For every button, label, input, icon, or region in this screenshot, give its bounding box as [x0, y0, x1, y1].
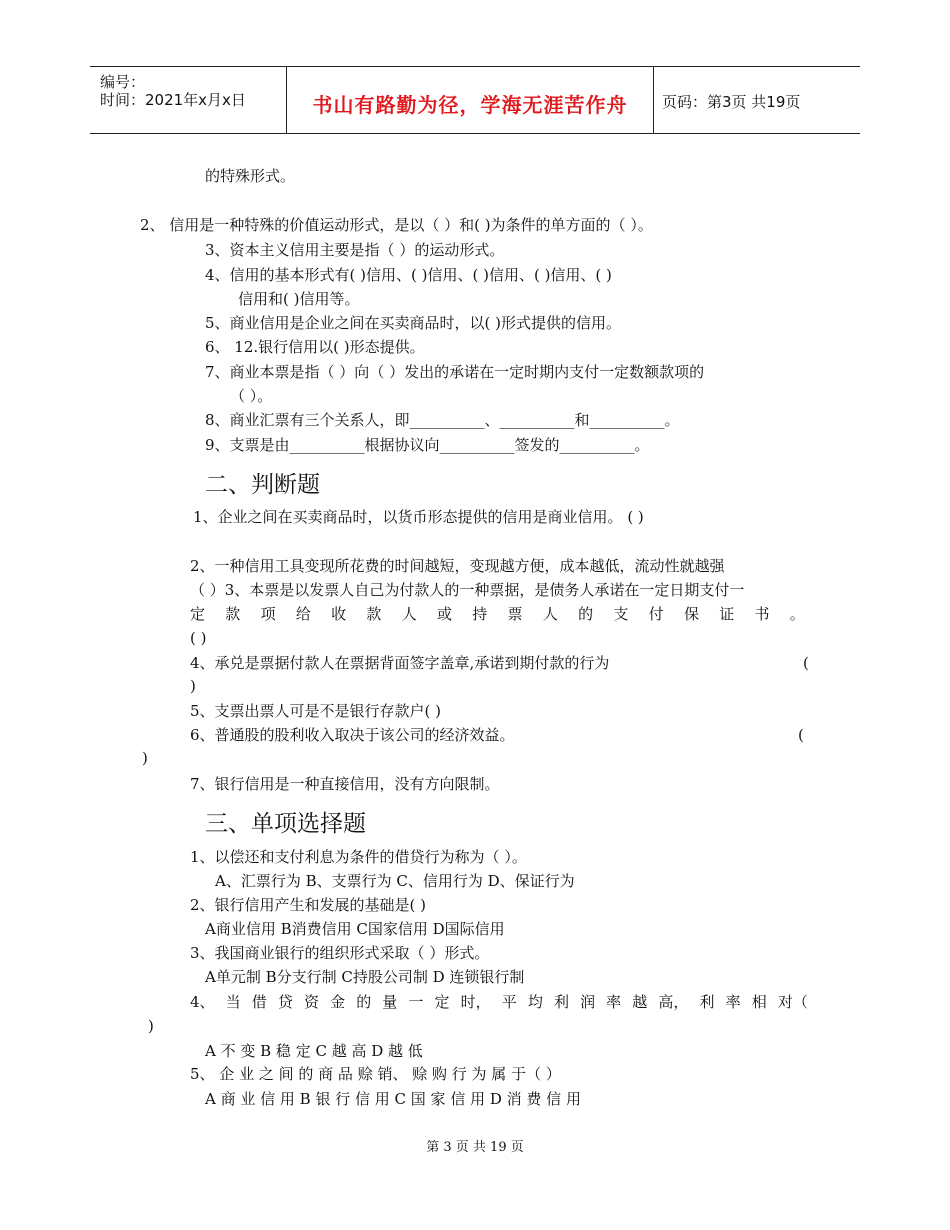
question-line: 3、资本主义信用主要是指（ ）的运动形式。	[205, 241, 505, 259]
motto-text: 书山有路勤为径，学海无涯苦作舟	[312, 93, 628, 117]
choice-options: A、汇票行为 B、支票行为 C、信用行为 D、保证行为	[215, 872, 575, 890]
choice-options: A 商 业 信 用 B 银 行 信 用 C 国 家 信 用 D 消 费 信 用	[205, 1090, 581, 1108]
justified-char: 对（	[777, 993, 808, 1011]
page-footer: 第 3 页 共 19 页	[426, 1140, 524, 1155]
justified-line	[190, 604, 805, 624]
justified-char: 或	[436, 605, 452, 623]
justified-char: 定	[434, 993, 450, 1011]
question-line: 的特殊形式。	[205, 167, 296, 185]
justified-char: 润	[580, 993, 596, 1011]
justified-char: 持	[472, 605, 488, 623]
justified-char: 量	[382, 993, 398, 1011]
judge-item-bracket: (	[803, 654, 809, 672]
choice-options: A 不 变 B 稳 定 C 越 高 D 越 低	[205, 1042, 423, 1060]
justified-char: 。	[789, 605, 805, 623]
question-line: 7、商业本票是指（ ）向（ ）发出的承诺在一定时期内支付一定数额款项的	[205, 363, 705, 381]
judge-item: （ ）3、本票是以发票人自己为付款人的一种票据，是债务人承诺在一定日期支付一	[190, 581, 745, 599]
judge-item: 2、一种信用工具变现所花费的时间越短，变现越方便，成本越低，流动性就越强	[190, 557, 725, 575]
judge-item: 6、普通股的股利收入取决于该公司的经济效益。	[190, 726, 515, 744]
justified-char: 定	[190, 605, 206, 623]
justified-char: 书	[754, 605, 770, 623]
question-line: （ ）。	[230, 387, 273, 405]
document-header	[90, 66, 860, 134]
header-motto-cell	[287, 67, 654, 133]
question-line: 信用和( )信用等。	[238, 290, 360, 308]
justified-char: 证	[719, 605, 735, 623]
justified-char: 人	[542, 605, 558, 623]
judge-item: 7、银行信用是一种直接信用，没有方向限制。	[190, 775, 500, 793]
justified-char: 项	[260, 605, 276, 623]
section-heading-choice: 三、单项选择题	[205, 811, 366, 837]
justified-char: 支	[613, 605, 629, 623]
question-line: 4、信用的基本形式有( )信用、( )信用、( )信用、( )信用、( )	[205, 266, 612, 284]
justified-char: 率	[725, 993, 741, 1011]
document-number-label: 编号：	[100, 73, 146, 91]
justified-char: 4、	[190, 993, 215, 1011]
justified-char: 借	[251, 993, 267, 1011]
justified-char: 给	[295, 605, 311, 623]
justified-char: 款	[225, 605, 241, 623]
justified-char: 款	[366, 605, 382, 623]
judge-item: 4、承兑是票据付款人在票据背面签字盖章,承诺到期付款的行为	[190, 654, 610, 672]
choice-question-bracket: )	[148, 1017, 154, 1035]
justified-char: 时，	[460, 993, 491, 1011]
judge-item-bracket: )	[142, 749, 148, 767]
page-number-label: 页码：第3页 共19页	[662, 93, 801, 111]
justified-char: 相	[751, 993, 767, 1011]
judge-item-bracket: )	[190, 677, 196, 695]
justified-char: 贷	[277, 993, 293, 1011]
justified-char: 的	[356, 993, 372, 1011]
header-left-cell	[90, 67, 287, 133]
judge-item-bracket: (	[798, 726, 804, 744]
question-line: 6、 12.银行信用以( )形态提供。	[205, 338, 425, 356]
choice-question: 1、以偿还和支付利息为条件的借贷行为称为（ ）。	[190, 848, 527, 866]
question-line: 9、支票是由__________根据协议向__________签发的__________。	[205, 436, 650, 454]
header-page-cell	[654, 67, 860, 133]
document-date-label: 时间：2021年x月x日	[100, 91, 246, 109]
choice-question: 3、我国商业银行的组织形式采取（ ）形式。	[190, 944, 490, 962]
justified-char: 金	[330, 993, 346, 1011]
choice-question: 2、银行信用产生和发展的基础是( )	[190, 896, 427, 914]
justified-char: 收	[331, 605, 347, 623]
judge-item: 1、企业之间在买卖商品时，以货币形态提供的信用是商业信用。 ( )	[193, 508, 644, 526]
justified-char: 平	[501, 993, 517, 1011]
justified-char: 票	[507, 605, 523, 623]
justified-char: 付	[648, 605, 664, 623]
justified-char: 高，	[658, 993, 689, 1011]
question-line: 2、 信用是一种特殊的价值运动形式，是以（ ）和( )为条件的单方面的（ ）。	[140, 216, 653, 234]
justified-char: 利	[553, 993, 569, 1011]
justified-char: 越	[632, 993, 648, 1011]
choice-question: 5、 企 业 之 间 的 商 品 赊 销、 赊 购 行 为 属 于（ ）	[190, 1065, 561, 1083]
justified-line	[190, 992, 808, 1012]
justified-char: 利	[699, 993, 715, 1011]
question-line: 5、商业信用是企业之间在买卖商品时，以( )形式提供的信用。	[205, 314, 622, 332]
section-heading-judge: 二、判断题	[205, 472, 320, 498]
choice-options: A单元制 B分支行制 C持股公司制 D 连锁银行制	[205, 968, 525, 986]
judge-item: 5、支票出票人可是不是银行存款户( )	[190, 702, 442, 720]
justified-char: 一	[408, 993, 424, 1011]
question-line: 8、商业汇票有三个关系人，即__________、__________和__________。	[205, 411, 680, 429]
justified-char: 保	[683, 605, 699, 623]
judge-item: ( )	[190, 629, 207, 647]
justified-char: 的	[578, 605, 594, 623]
justified-char: 当	[225, 993, 241, 1011]
choice-options: A商业信用 B消费信用 C国家信用 D国际信用	[205, 920, 505, 938]
justified-char: 均	[527, 993, 543, 1011]
justified-char: 率	[606, 993, 622, 1011]
justified-char: 人	[401, 605, 417, 623]
justified-char: 资	[303, 993, 319, 1011]
